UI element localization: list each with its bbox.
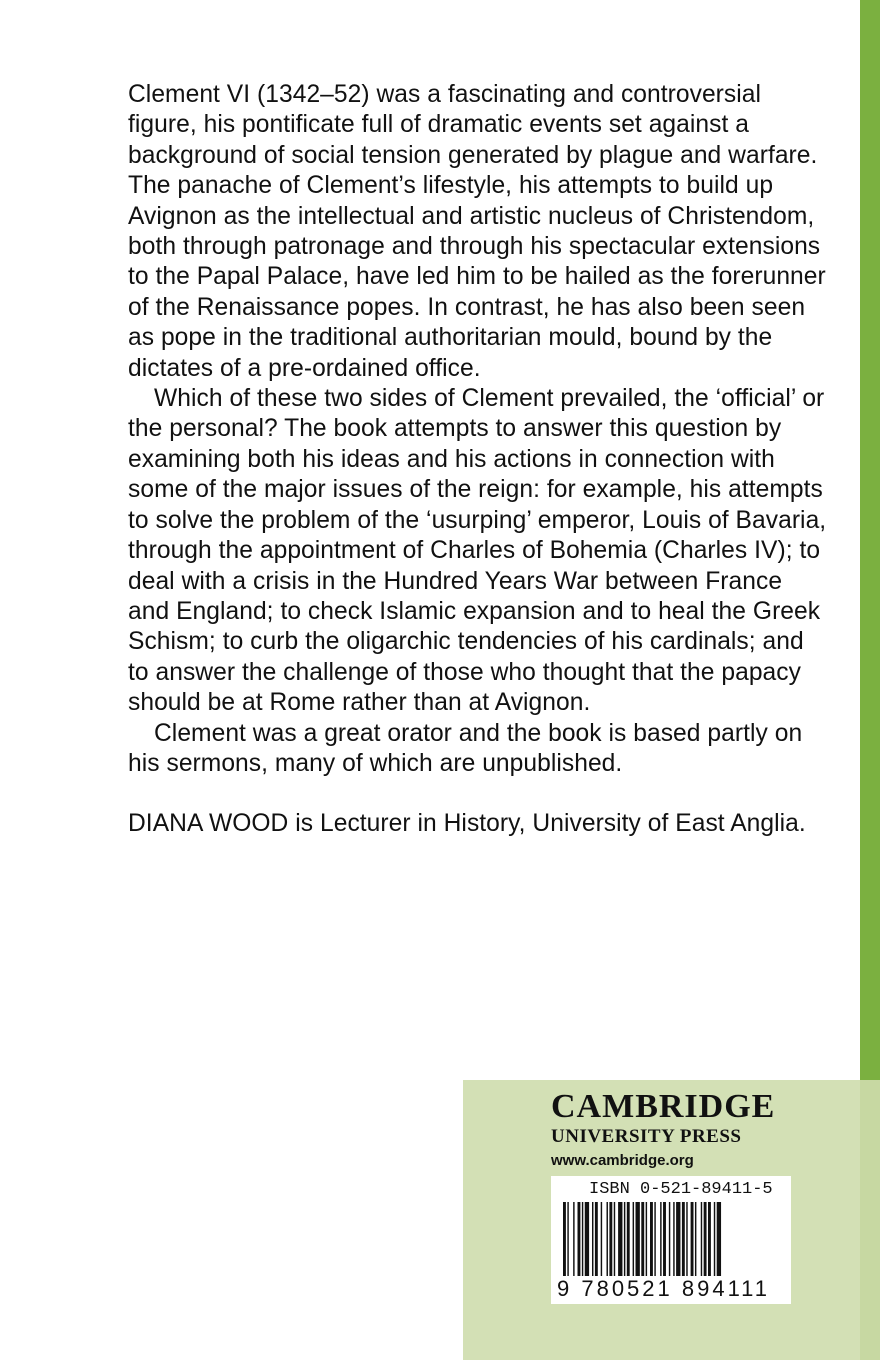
blurb-paragraph-3: Clement was a great orator and the book is based partly on his sermons, many of which are unpublished.: [128, 719, 803, 777]
spine-edge: [860, 0, 880, 1080]
isbn-number: ISBN 0-521-89411-5: [589, 1180, 773, 1199]
publisher-subtitle: UNIVERSITY PRESS: [551, 1126, 742, 1147]
barcode-label: [551, 1176, 791, 1304]
barcode-icon: [559, 1202, 783, 1280]
spine-edge-lower: [860, 1080, 880, 1360]
blurb-paragraph-2: Which of these two sides of Clement prevailed, the ‘official’ or the personal? The book attempts to answer this question by examining both his ideas and his actions in connection with some of the major issues of the reign: for example, his attempts to solve the problem of the ‘usurping’ emperor, Louis of Bavaria, through the appointment of Charles of Bohemia (Charles IV); to deal with a crisis in the Hundred Years War between France and England; to check Islamic expansion and to heal the Greek Schism; to curb the oligarchic tendencies of his cardinals; and to answer the challenge of those who thought that the papacy should be at Rome rather than at Avignon.: [128, 385, 827, 717]
back-cover-blurb: [128, 80, 828, 840]
ean-digits: 9 780521 894111: [557, 1276, 771, 1301]
publisher-panel: [463, 1080, 880, 1360]
blurb-paragraph-1: Clement VI (1342–52) was a fascinating and controversial figure, his pontificate full of dramatic events set against a background of social tension generated by plague and warfare. The panache of Clement’s lifestyle, his attempts to build up Avignon as the intellectual and artistic nucleus of Christendom, both through patronage and through his spectacular extensions to the Papal Palace, have led him to be hailed as the forerunner of the Renaissance popes. In contrast, he has also been seen as pope in the traditional authoritarian mould, bound by the dictates of a pre-ordained office.: [128, 81, 826, 382]
author-bio: DIANA WOOD is Lecturer in History, University of East Anglia.: [128, 810, 806, 838]
publisher-url: www.cambridge.org: [551, 1152, 694, 1169]
publisher-name: CAMBRIDGE: [551, 1088, 776, 1125]
